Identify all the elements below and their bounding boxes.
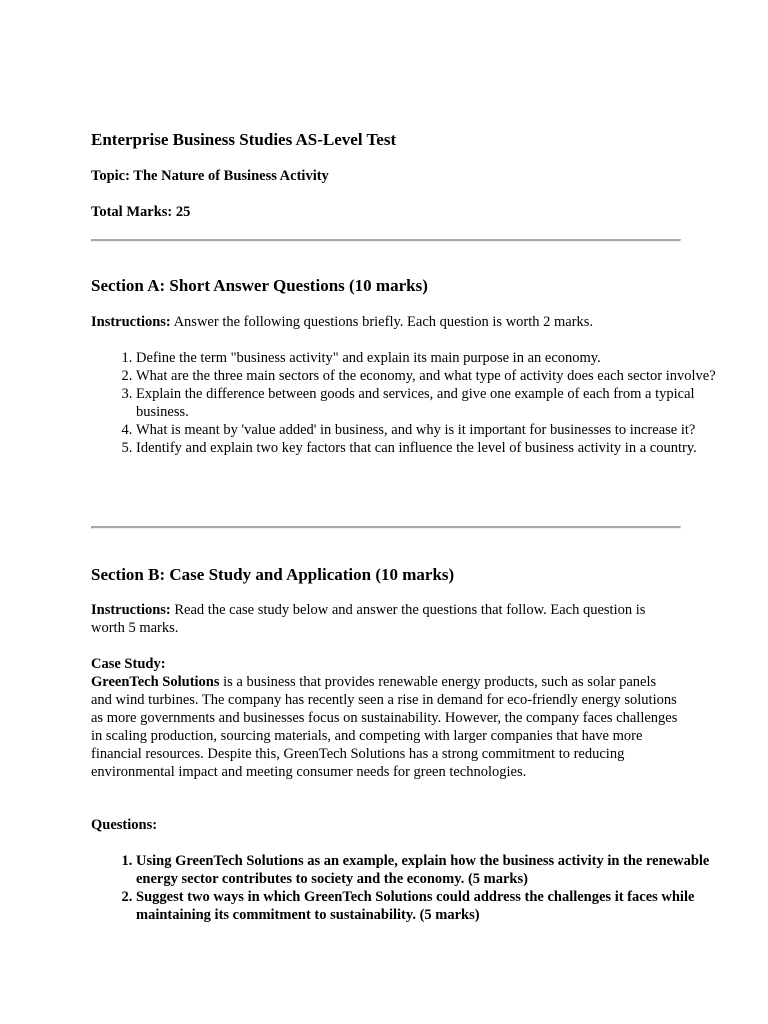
topic-line: Topic: The Nature of Business Activity: [91, 168, 329, 184]
case-study: [91, 655, 679, 781]
section-a-heading: Section A: Short Answer Questions (10 marks): [91, 276, 428, 295]
section-b-instructions: [91, 601, 679, 637]
company-name: GreenTech Solutions: [91, 674, 220, 690]
section-divider: [91, 239, 681, 242]
section-divider: [91, 526, 681, 529]
question-item: 5. Identify and explain two key factors that can influence the level of business activity in a country.: [136, 439, 724, 457]
question-item: 4. What is meant by 'value added' in business, and why is it important for businesses to increase it?: [136, 421, 724, 439]
question-item: 3. Explain the difference between goods and services, and give one example of each from a typical business.: [136, 385, 724, 421]
section-b-heading: Section B: Case Study and Application (10 marks): [91, 565, 455, 584]
question-item: 1. Define the term "business activity" and explain its main purpose in an economy.: [136, 349, 724, 367]
total-marks-line: Total Marks: 25: [91, 204, 191, 220]
instructions-text: Read the case study below and answer the questions that follow. Each question is worth 5 marks.: [91, 602, 646, 636]
document-title: Enterprise Business Studies AS-Level Test: [91, 130, 397, 149]
instructions-label: Instructions:: [91, 602, 171, 618]
section-a-instructions: [91, 313, 679, 331]
question-item: 2. Suggest two ways in which GreenTech Solutions could address the challenges it faces while maintaining its commitment to sustainability. (5 marks): [136, 888, 724, 924]
section-b-question-list: [91, 852, 724, 924]
instructions-text: Answer the following questions briefly. Each question is worth 2 marks.: [170, 314, 594, 330]
section-a-question-list: [91, 349, 724, 457]
question-item: 1. Using GreenTech Solutions as an example, explain how the business activity in the renewable energy sector contributes to society and the economy. (5 marks): [136, 852, 724, 888]
case-study-label: Case Study:: [91, 656, 166, 672]
questions-label: Questions:: [91, 817, 158, 833]
instructions-label: Instructions:: [91, 314, 171, 330]
case-study-text: is a business that provides renewable energy products, such as solar panels and wind turbines. The company has recently seen a rise in demand for eco-friendly energy solutions as more governments and businesses focus on sustainability. However, the company faces challenges in scaling production, sourcing materials, and competing with larger companies that have more financial resources. Despite this, GreenTech Solutions has a strong commitment to reducing environmental impact and meeting consumer needs for green technologies.: [91, 674, 678, 780]
question-item: 2. What are the three main sectors of the economy, and what type of activity does each sector involve?: [136, 367, 724, 385]
